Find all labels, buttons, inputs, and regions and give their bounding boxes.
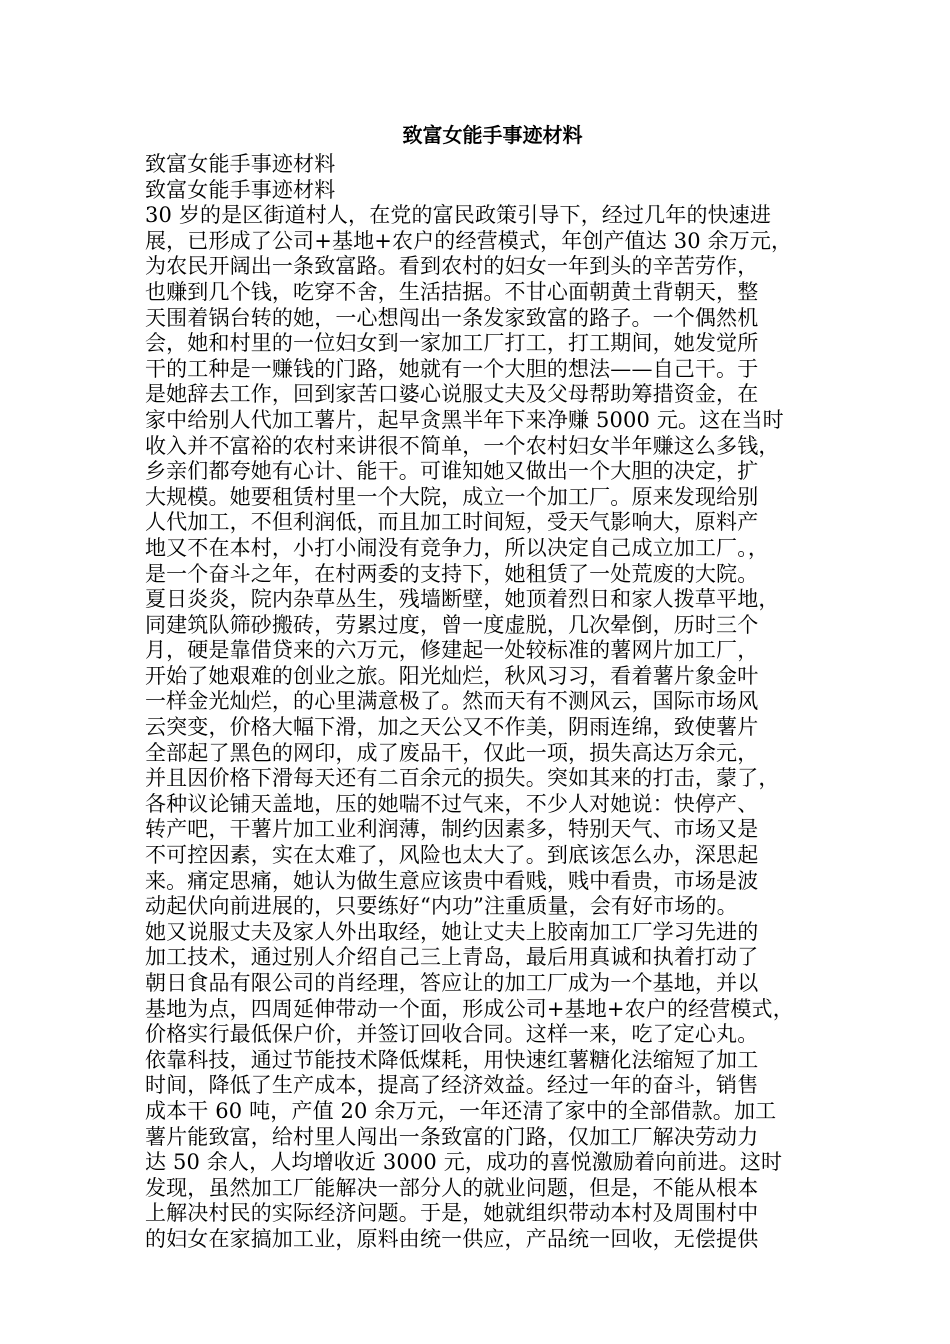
text-line: 是一个奋斗之年，在村两委的支持下，她租赁了一处荒废的大院。: [145, 561, 759, 586]
text-line: 并且因价格下滑每天还有二百余元的损失。突如其来的打击，蒙了，: [145, 766, 780, 791]
text-line: 地又不在本村，小打小闹没有竞争力，所以决定自己成立加工厂。，: [145, 535, 769, 560]
text-line: 会，她和村里的一位妇女到一家加工厂打工，打工期间，她发觉所: [145, 331, 759, 356]
text-line: 她又说服丈夫及家人外出取经，她让丈夫上胶南加工厂学习先进的: [145, 919, 759, 944]
text-line: 同建筑队筛砂搬砖，劳累过度，曾一度虚脱，几次晕倒，历时三个: [145, 612, 759, 637]
text-line: 朝日食品有限公司的肖经理，答应让的加工厂成为一个基地，并以: [145, 971, 759, 995]
text-line: 人代加工，不但利润低，而且加工时间短，受天气影响大，原料产: [145, 510, 759, 535]
document-body: [145, 152, 810, 1253]
text-line: 是她辞去工作，回到家苦口婆心说服丈夫及父母帮助筹措资金，在: [145, 382, 759, 407]
text-line: 30 岁的是区街道村人，在党的富民政策引导下，经过几年的快速进: [145, 203, 772, 228]
text-line: 成本干 60 吨，产值 20 余万元，一年还清了家中的全部借款。加工: [145, 1098, 777, 1123]
text-line: 全部起了黑色的网印，成了废品干，仅此一项，损失高达万余元，: [145, 740, 759, 765]
text-line: 不可控因素，实在太难了，风险也太大了。到底该怎么办，深思起: [145, 843, 759, 868]
text-line: 加工技术，通过别人介绍自己三上青岛，最后用真诚和执着打动了: [145, 945, 759, 970]
text-line: 干的工种是一赚钱的门路，她就有一个大胆的想法——自己干。于: [145, 356, 759, 381]
text-line: 天围着锅台转的她，一心想闯出一条发家致富的路子。一个偶然机: [145, 305, 759, 330]
text-line: 夏日炎炎，院内杂草丛生，残墙断壁，她顶着烈日和家人拨草平地，: [145, 587, 780, 612]
document-page: [145, 118, 810, 1253]
text-line: 依靠科技，通过节能技术降低煤耗，用快速红薯糖化法缩短了加工: [145, 1047, 759, 1072]
text-line: 开始了她艰难的创业之旅。阳光灿烂，秋风习习，看着薯片象金叶: [145, 663, 759, 688]
text-line: 一样金光灿烂，的心里满意极了。然而天有不测风云，国际市场风: [145, 689, 759, 714]
text-line: 为农民开阔出一条致富路。看到农村的妇女一年到头的辛苦劳作，: [145, 254, 759, 279]
text-line: 基地为点，四周延伸带动一个面，形成公司+基地+农户的经营模式，: [145, 996, 794, 1021]
text-line: 价格实行最低保户价，并签订回收合同。这样一来，吃了定心丸。: [145, 1022, 759, 1047]
text-line: 云突变，价格大幅下滑，加之天公又不作美，阴雨连绵，致使薯片: [145, 715, 759, 740]
document-title: 致富女能手事迹材料: [402, 123, 583, 147]
text-line: 也赚到几个钱，吃穿不舍，生活拮据。不甘心面朝黄土背朝天，整: [145, 279, 759, 304]
text-line: 家中给别人代加工薯片，起早贪黑半年下来净赚 5000 元。这在当时: [145, 407, 784, 432]
text-line: 展，已形成了公司+基地+农户的经营模式，年创产值达 30 余万元，: [145, 228, 793, 253]
text-line: 达 50 余人，人均增收近 3000 元，成功的喜悦激励着向前进。这时: [145, 1150, 783, 1175]
text-line: 大规模。她要租赁村里一个大院，成立一个加工厂。原来发现给别: [145, 484, 759, 509]
text-line: 时间，降低了生产成本，提高了经济效益。经过一年的奋斗，销售: [145, 1073, 759, 1098]
text-line: 发现，虽然加工厂能解决一部分人的就业问题，但是，不能从根本: [145, 1175, 759, 1200]
text-line: 薯片能致富，给村里人闯出一条致富的门路，仅加工厂解决劳动力: [145, 1124, 759, 1149]
text-line: 转产吧，干薯片加工业利润薄，制约因素多，特别天气、市场又是: [145, 817, 759, 842]
text-line: 动起伏向前进展的，只要练好“内功”注重质量，会有好市场的。: [145, 894, 738, 919]
text-line: 来。痛定思痛，她认为做生意应该贵中看贱，贱中看贵，市场是波: [145, 868, 759, 893]
text-line: 收入并不富裕的农村来讲很不简单，一个农村妇女半年赚这么多钱，: [145, 433, 780, 458]
text-line: 月，硬是靠借贷来的六万元，修建起一处较标准的薯网片加工厂，: [145, 638, 759, 663]
text-line: 致富女能手事迹材料: [145, 177, 336, 202]
text-line: 致富女能手事迹材料: [145, 152, 336, 176]
text-line: 各种议论铺天盖地，压的她喘不过气来，不少人对她说：快停产、: [145, 791, 759, 816]
text-line: 的妇女在家搞加工业，原料由统一供应，产品统一回收，无偿提供: [145, 1226, 759, 1251]
text-line: 上解决村民的实际经济问题。于是，她就组织带动本村及周围村中: [145, 1201, 759, 1226]
text-line: 乡亲们都夸她有心计、能干。可谁知她又做出一个大胆的决定，扩: [145, 459, 759, 484]
